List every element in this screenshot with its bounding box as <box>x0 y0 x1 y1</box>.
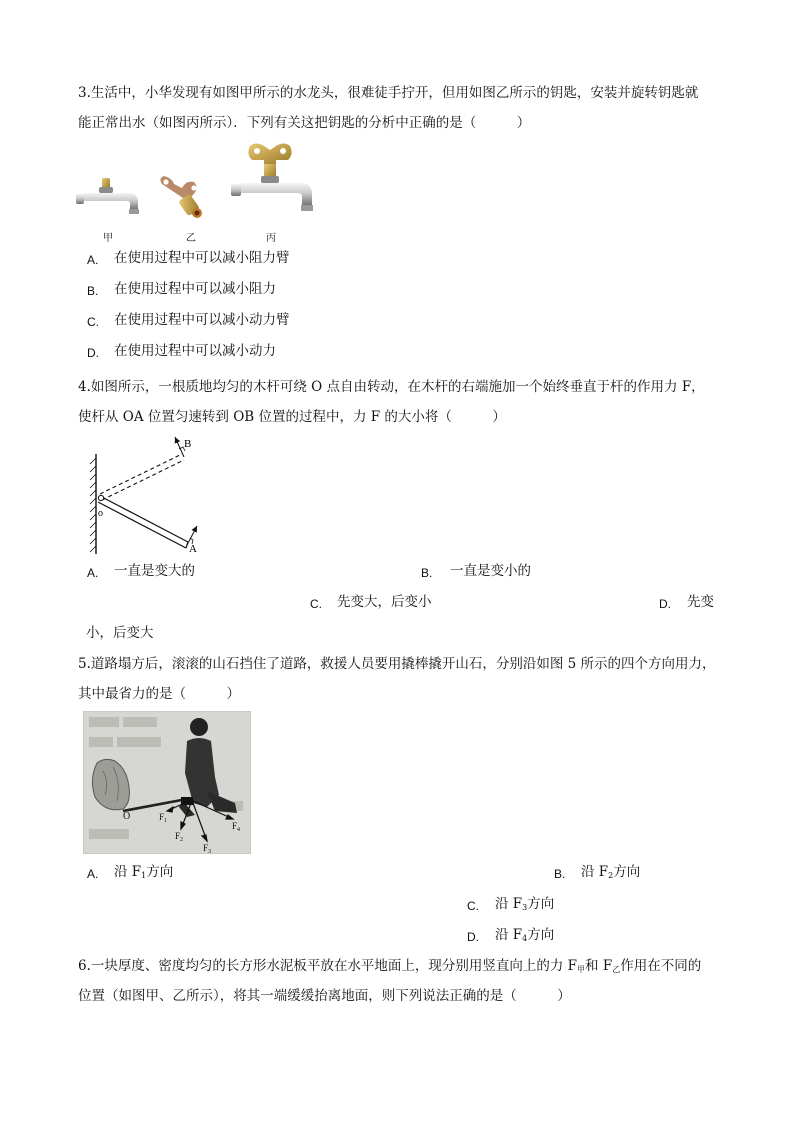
option-letter: D. <box>659 597 671 611</box>
label-a: A <box>189 543 197 555</box>
q3-stem-line1: 3.生活中，小华发现有如图甲所示的水龙头，很难徒手拧开，但用如图乙所示的钥匙，安装并旋转钥匙就 <box>78 85 699 101</box>
option-text-wrap: 小，后变大 <box>86 625 154 641</box>
option-text: 先变 <box>687 594 714 610</box>
label-f2: $F_2$ <box>175 831 184 843</box>
q6-stem-line1: 6.一块厚度、密度均匀的长方形水泥板平放在水平地面上，现分别用竖直向上的力 $F_甲$和 $F_乙$作用在不同的 <box>78 958 702 974</box>
option-letter: C. <box>310 597 322 611</box>
option-letter: D. <box>87 346 99 360</box>
label-o: O <box>123 811 131 822</box>
label-f1: $F_1$ <box>159 812 168 824</box>
label-f3: $F_3$ <box>203 843 212 854</box>
option-text: 在使用过程中可以减小动力臂 <box>114 312 290 328</box>
option-letter: B. <box>421 566 433 580</box>
option-letter: A. <box>87 566 99 580</box>
lever-diagram <box>86 430 216 560</box>
label-o: o <box>98 508 103 519</box>
label-f4: $F_4$ <box>232 821 241 833</box>
option-letter: B. <box>554 867 566 881</box>
key-yi-image <box>156 174 210 224</box>
q5-stem-line2: 其中最省力的是（ ） <box>78 686 240 702</box>
option-text: 在使用过程中可以减小阻力 <box>114 281 276 297</box>
faucet-bing-image <box>230 142 320 224</box>
option-text: 沿 $F_1$方向 <box>114 864 174 880</box>
option-letter: A. <box>87 253 99 267</box>
q5-stem-line1: 5.道路塌方后，滚滚的山石挡住了道路，救援人员要用撬棒撬开山石，分别沿如图 5 所示的四个方向用力， <box>78 656 716 672</box>
option-text: 先变大，后变小 <box>337 594 432 610</box>
label-b: B <box>184 438 192 450</box>
option-letter: A. <box>87 867 99 881</box>
option-letter: B. <box>87 284 99 298</box>
q4-stem-line2: 使杆从 OA 位置匀速转到 OB 位置的过程中，力 F 的大小将（ ） <box>78 409 506 425</box>
caption-yi: 乙 <box>186 233 196 244</box>
crowbar-photo <box>83 711 251 854</box>
option-text: 一直是变大的 <box>114 563 195 579</box>
option-letter: C. <box>467 899 479 913</box>
faucet-jia-image <box>76 176 144 222</box>
option-text: 在使用过程中可以减小动力 <box>114 343 276 359</box>
q6-stem-line2: 位置（如图甲、乙所示），将其一端缓缓抬离地面，则下列说法正确的是（ ） <box>78 988 571 1004</box>
option-text: 在使用过程中可以减小阻力臂 <box>114 250 290 266</box>
q4-stem-line1: 4.如图所示，一根质地均匀的木杆可绕 O 点自由转动，在木杆的右端施加一个始终垂直于杆的作用力 F， <box>78 379 705 395</box>
option-letter: D. <box>467 930 479 944</box>
caption-bing: 丙 <box>266 233 276 244</box>
option-text: 沿 $F_2$方向 <box>581 864 641 880</box>
option-text: 沿 $F_4$方向 <box>495 927 555 943</box>
q3-stem-line2: 能正常出水（如图丙所示）．下列有关这把钥匙的分析中正确的是（ ） <box>78 115 531 131</box>
option-text: 沿 $F_3$方向 <box>495 896 555 912</box>
option-letter: C. <box>87 315 99 329</box>
caption-jia: 甲 <box>103 233 113 244</box>
option-text: 一直是变小的 <box>450 563 531 579</box>
